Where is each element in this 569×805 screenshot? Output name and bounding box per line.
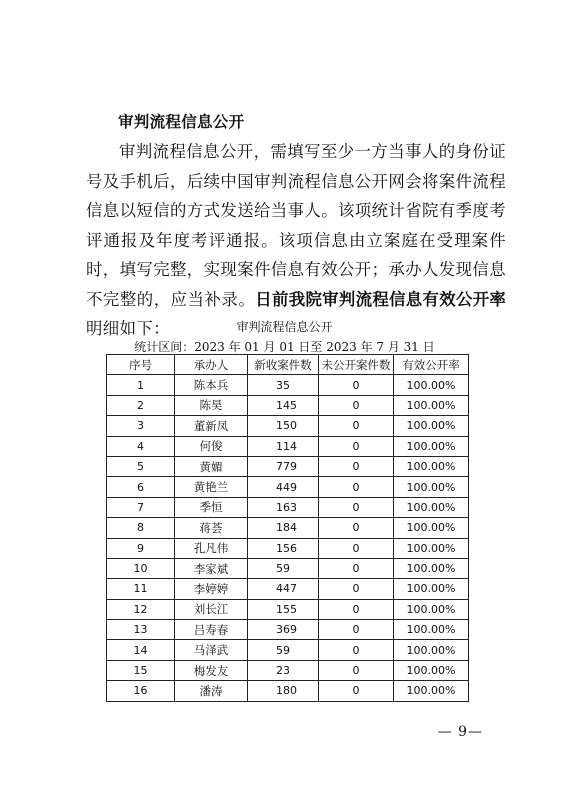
cell-unpublished-cases: 0 <box>319 681 394 701</box>
cell-handler: 马泽武 <box>175 640 248 660</box>
disclosure-table <box>106 354 469 702</box>
cell-disclosure-rate: 100.00% <box>394 681 469 701</box>
table-body <box>107 375 469 701</box>
cell-unpublished-cases: 0 <box>319 518 394 538</box>
table-row <box>107 477 469 497</box>
cell-index: 12 <box>107 599 175 619</box>
cell-new-cases: 156 <box>248 538 319 558</box>
cell-index: 10 <box>107 558 175 578</box>
cell-disclosure-rate: 100.00% <box>394 477 469 497</box>
table-header-row <box>107 355 469 375</box>
cell-new-cases: 150 <box>248 416 319 436</box>
cell-handler: 黄艳兰 <box>175 477 248 497</box>
cell-disclosure-rate: 100.00% <box>394 375 469 395</box>
cell-handler: 梅发友 <box>175 660 248 680</box>
cell-new-cases: 184 <box>248 518 319 538</box>
cell-disclosure-rate: 100.00% <box>394 518 469 538</box>
page-number: — 9— <box>437 724 483 740</box>
cell-handler: 吕寿春 <box>175 620 248 640</box>
cell-index: 16 <box>107 681 175 701</box>
cell-handler: 蒋荟 <box>175 518 248 538</box>
cell-unpublished-cases: 0 <box>319 599 394 619</box>
cell-new-cases: 163 <box>248 497 319 517</box>
cell-disclosure-rate: 100.00% <box>394 579 469 599</box>
cell-handler: 董新凤 <box>175 416 248 436</box>
cell-new-cases: 59 <box>248 640 319 660</box>
cell-unpublished-cases: 0 <box>319 416 394 436</box>
cell-unpublished-cases: 0 <box>319 436 394 456</box>
table-title: 审判流程信息公开 <box>236 320 333 334</box>
cell-index: 5 <box>107 456 175 476</box>
cell-new-cases: 35 <box>248 375 319 395</box>
cell-disclosure-rate: 100.00% <box>394 538 469 558</box>
cell-index: 13 <box>107 620 175 640</box>
cell-unpublished-cases: 0 <box>319 477 394 497</box>
table-row <box>107 579 469 599</box>
table-row <box>107 497 469 517</box>
cell-handler: 季恒 <box>175 497 248 517</box>
cell-disclosure-rate: 100.00% <box>394 558 469 578</box>
cell-unpublished-cases: 0 <box>319 558 394 578</box>
paragraph-bold-text: 日前我院审判流程信息有效公开率 <box>255 289 507 309</box>
cell-handler: 刘长江 <box>175 599 248 619</box>
cell-index: 1 <box>107 375 175 395</box>
cell-handler: 李婷婷 <box>175 579 248 599</box>
cell-index: 9 <box>107 538 175 558</box>
cell-handler: 孔凡伟 <box>175 538 248 558</box>
table-row <box>107 456 469 476</box>
cell-unpublished-cases: 0 <box>319 660 394 680</box>
cell-new-cases: 155 <box>248 599 319 619</box>
cell-handler: 陈本兵 <box>175 375 248 395</box>
table-row <box>107 416 469 436</box>
cell-handler: 黄媚 <box>175 456 248 476</box>
header-disclosure-rate: 有效公开率 <box>394 355 469 375</box>
cell-index: 6 <box>107 477 175 497</box>
cell-disclosure-rate: 100.00% <box>394 456 469 476</box>
header-unpublished-cases: 未公开案件数 <box>319 355 394 375</box>
cell-new-cases: 180 <box>248 681 319 701</box>
table-row <box>107 620 469 640</box>
table-row <box>107 518 469 538</box>
cell-new-cases: 449 <box>248 477 319 497</box>
cell-disclosure-rate: 100.00% <box>394 395 469 415</box>
cell-new-cases: 145 <box>248 395 319 415</box>
table-row <box>107 436 469 456</box>
cell-disclosure-rate: 100.00% <box>394 436 469 456</box>
cell-unpublished-cases: 0 <box>319 375 394 395</box>
cell-new-cases: 23 <box>248 660 319 680</box>
cell-disclosure-rate: 100.00% <box>394 599 469 619</box>
paragraph-text: 审判流程信息公开，需填写至少一方当事人的身份证号及手机后，后续中国审判流程信息公开网会将案件流程信息以短信的方式发送给当事人。该项统计省院有季度考评通报及年度考评通报。该项信息由立案庭在受理案件时，填写完整，实现案件信息有效公开；承办人发现信息不完整的，应当补录。 <box>86 142 506 309</box>
table-row <box>107 660 469 680</box>
table-date-range: 统计区间：2023 年 01 月 01 日至 2023 年 7 月 31 日 <box>134 340 435 354</box>
cell-unpublished-cases: 0 <box>319 395 394 415</box>
cell-index: 3 <box>107 416 175 436</box>
cell-disclosure-rate: 100.00% <box>394 640 469 660</box>
cell-new-cases: 779 <box>248 456 319 476</box>
paragraph-tail-text: 明细如下： <box>86 319 170 338</box>
table-row <box>107 681 469 701</box>
table-row <box>107 558 469 578</box>
table-row <box>107 599 469 619</box>
cell-handler: 陈昊 <box>175 395 248 415</box>
header-index: 序号 <box>107 355 175 375</box>
cell-index: 4 <box>107 436 175 456</box>
cell-index: 11 <box>107 579 175 599</box>
cell-index: 8 <box>107 518 175 538</box>
cell-new-cases: 447 <box>248 579 319 599</box>
cell-unpublished-cases: 0 <box>319 538 394 558</box>
cell-index: 14 <box>107 640 175 660</box>
table-row <box>107 538 469 558</box>
cell-handler: 何俊 <box>175 436 248 456</box>
section-heading: 审判流程信息公开 <box>118 113 245 131</box>
cell-disclosure-rate: 100.00% <box>394 497 469 517</box>
cell-unpublished-cases: 0 <box>319 640 394 660</box>
table-row <box>107 640 469 660</box>
cell-unpublished-cases: 0 <box>319 497 394 517</box>
cell-new-cases: 369 <box>248 620 319 640</box>
cell-unpublished-cases: 0 <box>319 620 394 640</box>
body-paragraph <box>86 137 506 344</box>
cell-index: 2 <box>107 395 175 415</box>
cell-handler: 李家斌 <box>175 558 248 578</box>
cell-new-cases: 114 <box>248 436 319 456</box>
table-row <box>107 375 469 395</box>
header-new-cases: 新收案件数 <box>248 355 319 375</box>
cell-new-cases: 59 <box>248 558 319 578</box>
cell-index: 7 <box>107 497 175 517</box>
cell-disclosure-rate: 100.00% <box>394 660 469 680</box>
cell-unpublished-cases: 0 <box>319 579 394 599</box>
cell-disclosure-rate: 100.00% <box>394 620 469 640</box>
cell-index: 15 <box>107 660 175 680</box>
header-handler: 承办人 <box>175 355 248 375</box>
table-row <box>107 395 469 415</box>
cell-handler: 潘涛 <box>175 681 248 701</box>
cell-unpublished-cases: 0 <box>319 456 394 476</box>
cell-disclosure-rate: 100.00% <box>394 416 469 436</box>
